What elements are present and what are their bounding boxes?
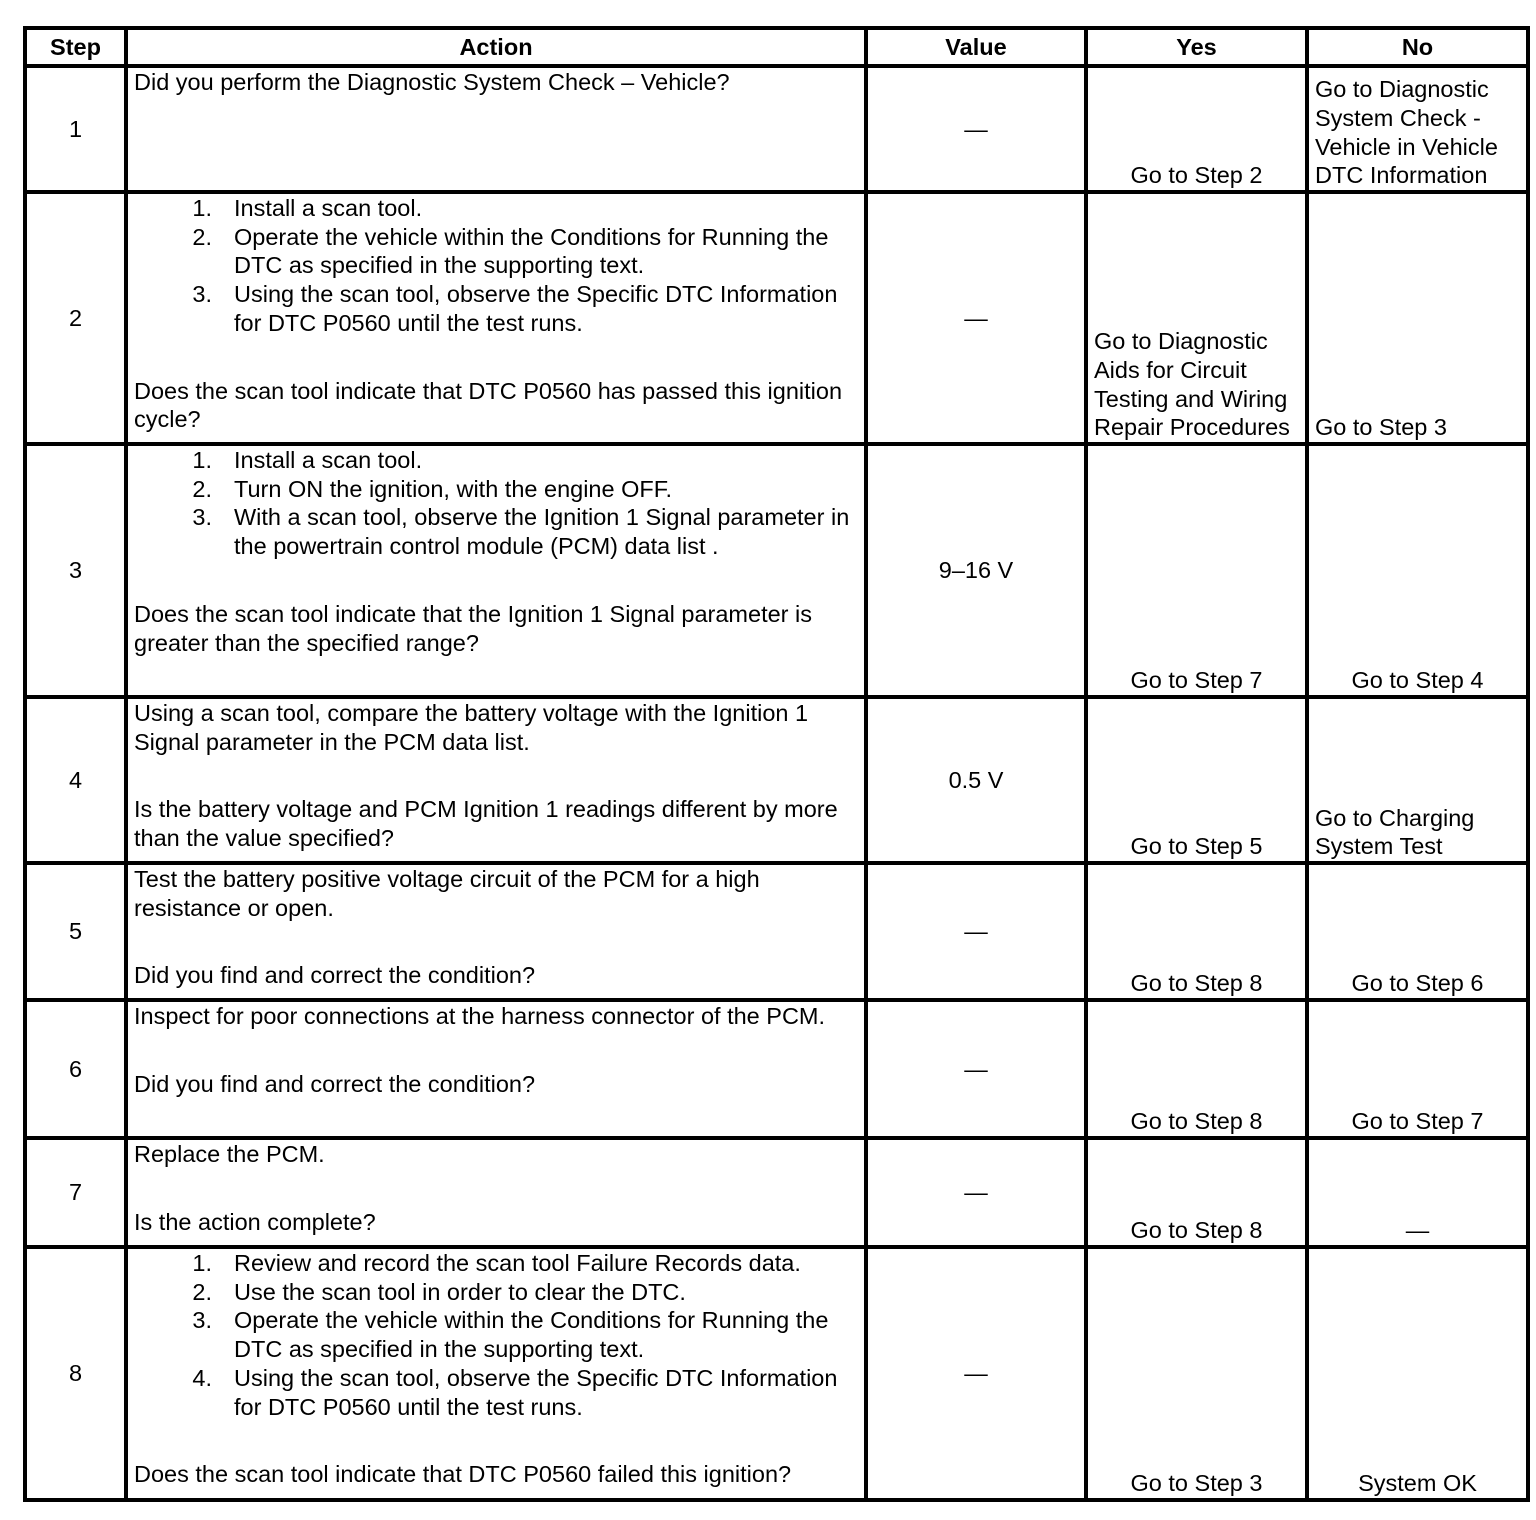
value-cell: —: [866, 66, 1086, 192]
step-number: 7: [25, 1138, 126, 1247]
list-item: 1. Review and record the scan tool Failure Records data.: [192, 1250, 801, 1276]
list-item: 1. Install a scan tool.: [192, 447, 423, 473]
value-cell: —: [866, 1247, 1086, 1500]
no-cell: Go to Charging System Test: [1307, 697, 1528, 863]
header-action: Action: [126, 28, 866, 66]
table-row: [25, 697, 1528, 863]
action-list: [134, 194, 858, 338]
no-cell: —: [1307, 1138, 1528, 1247]
action-text: Inspect for poor connections at the harness connector of the PCM.: [134, 1003, 826, 1029]
list-item: 3. Operate the vehicle within the Conditions for Running the DTC as specified in the supporting text.: [192, 1307, 829, 1363]
header-step: Step: [25, 28, 126, 66]
action-text: Test the battery positive voltage circuit of the PCM for a high resistance or open.: [134, 866, 760, 921]
value-cell: 0.5 V: [866, 697, 1086, 863]
action-cell: [126, 192, 866, 444]
yes-cell: Go to Diagnostic Aids for Circuit Testing and Wiring Repair Procedures: [1086, 192, 1307, 444]
action-cell: [126, 697, 866, 863]
header-value: Value: [866, 28, 1086, 66]
table-row: [25, 444, 1528, 697]
list-item: 2. Turn ON the ignition, with the engine OFF.: [192, 475, 673, 502]
list-item: 1. Install a scan tool.: [192, 195, 423, 221]
action-question: Did you find and correct the condition?: [134, 962, 536, 989]
table-row: [25, 1000, 1528, 1138]
diagnostic-table: [23, 26, 1530, 1502]
no-cell: Go to Step 6: [1307, 863, 1528, 1000]
table-row: [25, 66, 1528, 192]
action-question: Did you find and correct the condition?: [134, 1070, 536, 1097]
action-text: Did you perform the Diagnostic System Check – Vehicle?: [134, 69, 730, 95]
no-cell: Go to Step 3: [1307, 192, 1528, 444]
no-cell: Go to Step 7: [1307, 1000, 1528, 1138]
action-cell: [126, 1000, 866, 1138]
action-cell: [126, 863, 866, 1000]
action-question: Does the scan tool indicate that DTC P0560 failed this ignition?: [134, 1461, 792, 1488]
step-number: 4: [25, 697, 126, 863]
header-row: [25, 28, 1528, 66]
action-cell: [126, 444, 866, 697]
list-item: 3. Using the scan tool, observe the Specific DTC Information for DTC P0560 until the test runs.: [192, 281, 838, 336]
yes-cell: Go to Step 3: [1086, 1247, 1307, 1500]
value-cell: —: [866, 1000, 1086, 1138]
no-cell: Go to Diagnostic System Check - Vehicle in Vehicle DTC Information: [1307, 66, 1528, 192]
table-row: [25, 1138, 1528, 1247]
list-item: 2. Operate the vehicle within the Conditions for Running the DTC as specified in the supporting text.: [192, 223, 829, 279]
yes-cell: Go to Step 7: [1086, 444, 1307, 697]
action-question: Is the battery voltage and PCM Ignition 1 readings different by more than the value specified?: [134, 796, 838, 852]
action-question: Is the action complete?: [134, 1208, 376, 1235]
value-cell: —: [866, 863, 1086, 1000]
action-list: [134, 446, 858, 561]
action-cell: [126, 1247, 866, 1500]
yes-cell: Go to Step 5: [1086, 697, 1307, 863]
yes-cell: Go to Step 2: [1086, 66, 1307, 192]
action-question: Does the scan tool indicate that the Ignition 1 Signal parameter is greater than the specified range?: [134, 600, 812, 656]
step-number: 2: [25, 192, 126, 444]
action-text: Replace the PCM.: [134, 1141, 325, 1167]
value-cell: —: [866, 192, 1086, 444]
no-cell: Go to Step 4: [1307, 444, 1528, 697]
no-cell: System OK: [1307, 1247, 1528, 1500]
action-text: Using a scan tool, compare the battery voltage with the Ignition 1 Signal parameter in the PCM data list.: [134, 700, 809, 755]
action-cell: [126, 66, 866, 192]
value-cell: 9–16 V: [866, 444, 1086, 697]
header-yes: Yes: [1086, 28, 1307, 66]
step-number: 5: [25, 863, 126, 1000]
yes-cell: Go to Step 8: [1086, 1000, 1307, 1138]
action-question: Does the scan tool indicate that DTC P0560 has passed this ignition cycle?: [134, 377, 843, 433]
table-row: [25, 192, 1528, 444]
action-list: [134, 1249, 858, 1421]
table-row: [25, 1247, 1528, 1500]
value-cell: —: [866, 1138, 1086, 1247]
yes-cell: Go to Step 8: [1086, 1138, 1307, 1247]
action-cell: [126, 1138, 866, 1247]
step-number: 3: [25, 444, 126, 697]
list-item: 2. Use the scan tool in order to clear the DTC.: [192, 1278, 686, 1305]
step-number: 1: [25, 66, 126, 192]
list-item: 4. Using the scan tool, observe the Specific DTC Information for DTC P0560 until the test runs.: [192, 1364, 838, 1420]
step-number: 8: [25, 1247, 126, 1500]
yes-cell: Go to Step 8: [1086, 863, 1307, 1000]
table-row: [25, 863, 1528, 1000]
list-item: 3. With a scan tool, observe the Ignition 1 Signal parameter in the powertrain control module (PCM) data list .: [192, 504, 850, 560]
step-number: 6: [25, 1000, 126, 1138]
header-no: No: [1307, 28, 1528, 66]
